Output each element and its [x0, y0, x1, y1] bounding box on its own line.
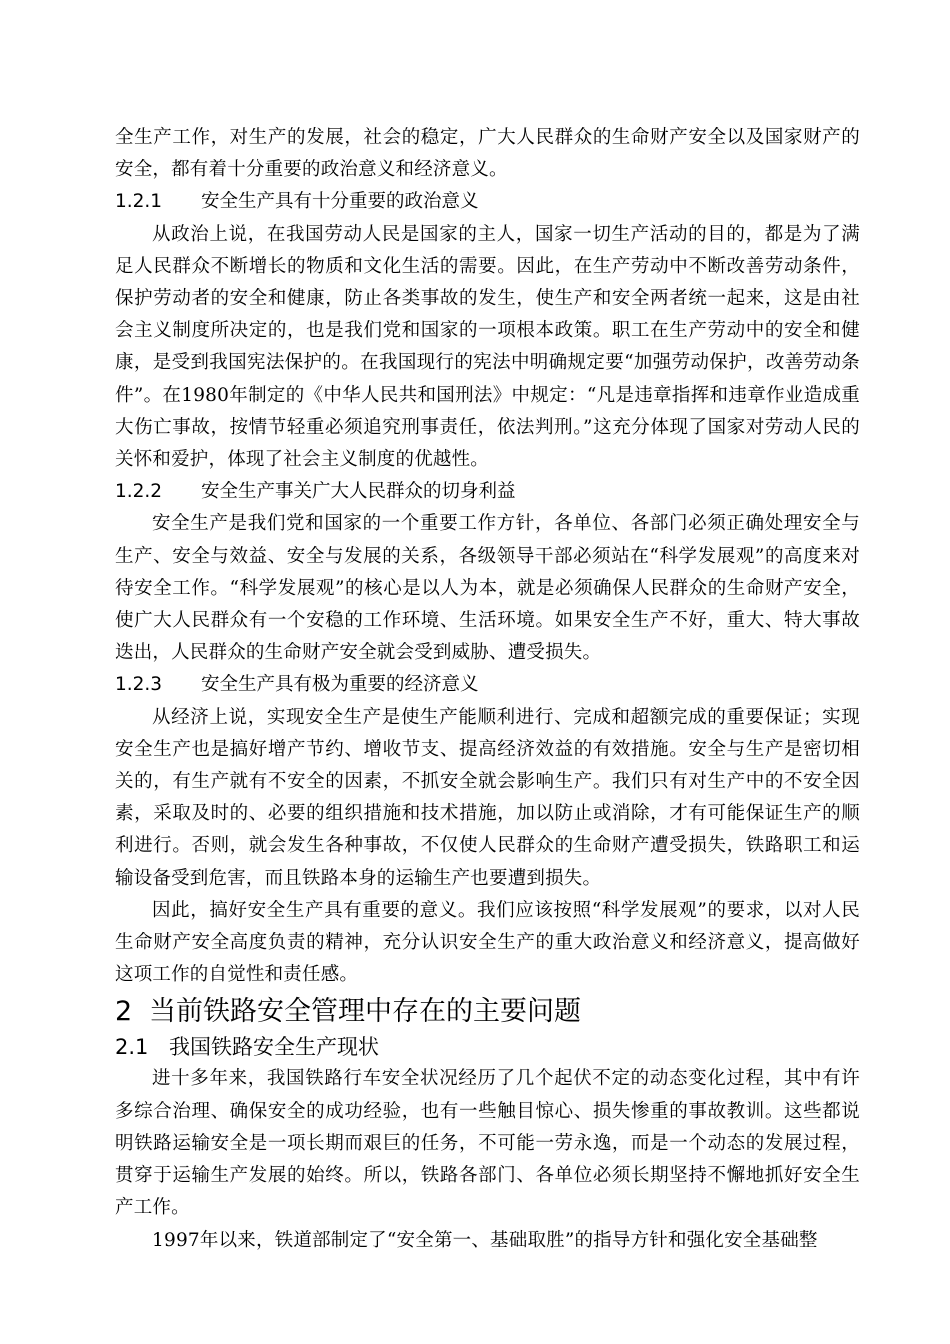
section-title: 安全生产具有十分重要的政治意义 [201, 191, 479, 213]
intro-paragraph: 全生产工作，对生产的发展，社会的稳定，广大人民群众的生命财产安全以及国家财产的安全，都有着十分重要的政治意义和经济意义。 [115, 127, 860, 181]
section-heading-1-2-1 [115, 186, 860, 218]
section-heading-1-2-3 [115, 669, 860, 701]
section-paragraph: 从政治上说，在我国劳动人民是国家的主人，国家一切生产活动的目的，都是为了满足人民群众不断增长的物质和文化生活的需要。因此，在生产劳动中不断改善劳动条件，保护劳动者的安全和健康，防止各类事故的发生，使生产和安全两者统一起来，这是由社会主义制度所决定的，也是我们党和国家的一项根本政策。职工在生产劳动中的安全和健康，是受到我国宪法保护的。在我国现行的宪法中明确规定要“加强劳动保护，改善劳动条件”。在1980年制定的《中华人民共和国刑法》中规定：“凡是违章指挥和违章作业造成重大伤亡事故，按情节轻重必须追究刑事责任，依法判刑。”这充分体现了国家对劳动人民的关怀和爱护，体现了社会主义制度的优越性。 [115, 223, 860, 471]
section-number: 2.1 [115, 1035, 149, 1060]
section-paragraph: 安全生产是我们党和国家的一个重要工作方针，各单位、各部门必须正确处理安全与生产、安全与效益、安全与发展的关系，各级领导干部必须站在“科学发展观”的高度来对待安全工作。“科学发展观”的核心是以人为本，就是必须确保人民群众的生命财产安全，使广大人民群众有一个安稳的工作环境、生活环境。如果安全生产不好，重大、特大事故迭出，人民群众的生命财产安全就会受到威胁、遭受损失。 [115, 513, 860, 664]
section-paragraph: 从经济上说，实现安全生产是使生产能顺利进行、完成和超额完成的重要保证；实现安全生产也是搞好增产节约、增收节支、提高经济效益的有效措施。安全与生产是密切相关的，有生产就有不安全的因素，不抓安全就会影响生产。我们只有对生产中的不安全因素，采取及时的、必要的组织措施和技术措施，加以防止或消除，才有可能保证生产的顺利进行。否则，就会发生各种事故，不仅使人民群众的生命财产遭受损失，铁路职工和运输设备受到危害，而且铁路本身的运输生产也要遭到损失。 [115, 706, 860, 889]
section-title: 安全生产具有极为重要的经济意义 [201, 674, 479, 696]
section-number: 1.2.2 [115, 481, 163, 503]
section-heading-1-2-2 [115, 476, 860, 508]
chapter-heading-2 [115, 991, 860, 1031]
section-heading-2-1 [115, 1031, 860, 1063]
document-page [115, 122, 860, 1257]
section-number: 1.2.1 [115, 191, 163, 213]
section-title: 我国铁路安全生产现状 [169, 1035, 379, 1060]
section-paragraph: 1997年以来，铁道部制定了“安全第一、基础取胜”的指导方针和强化安全基础整 [152, 1229, 818, 1251]
chapter-number: 2 [115, 996, 133, 1028]
section-paragraph: 进十多年来，我国铁路行车安全状况经历了几个起伏不定的动态变化过程，其中有许多综合治理、确保安全的成功经验，也有一些触目惊心、损失惨重的事故教训。这些都说明铁路运输安全是一项长期而艰巨的任务，不可能一劳永逸，而是一个动态的发展过程，贯穿于运输生产发展的始终。所以，铁路各部门、各单位必须长期坚持不懈地抓好安全生产工作。 [115, 1068, 860, 1219]
section-title: 安全生产事关广大人民群众的切身利益 [201, 481, 516, 503]
section-paragraph: 因此，搞好安全生产具有重要的意义。我们应该按照“科学发展观”的要求，以对人民生命财产安全高度负责的精神，充分认识安全生产的重大政治意义和经济意义，提高做好这项工作的自觉性和责任感。 [115, 899, 860, 986]
chapter-title: 当前铁路安全管理中存在的主要问题 [149, 996, 581, 1028]
section-number: 1.2.3 [115, 674, 163, 696]
